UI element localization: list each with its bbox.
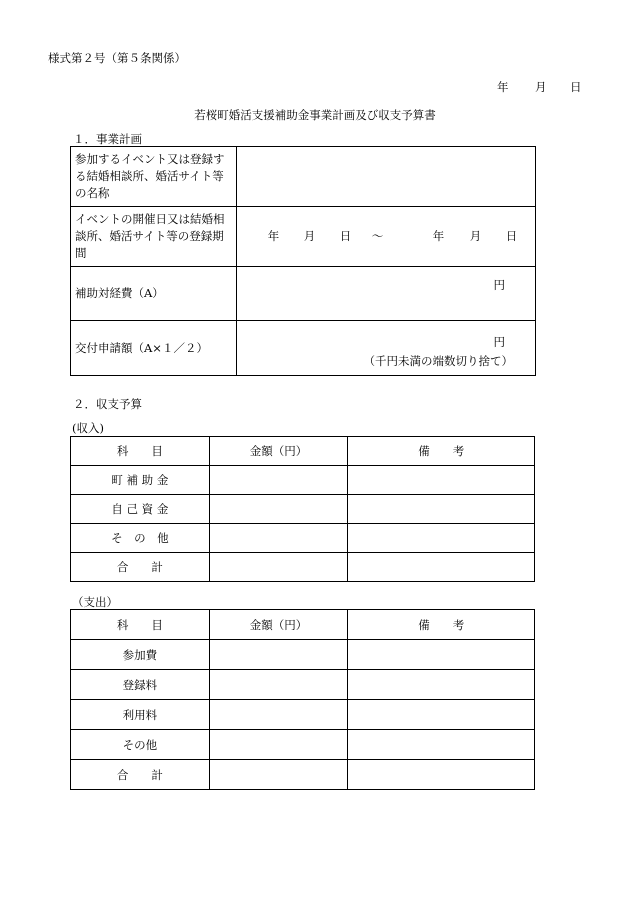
table-row [71,700,535,730]
apply-amount-yen: 円 [493,335,505,349]
event-name-label: 参加するイベント又は登録する結婚相談所、婚活サイト等の名称 [71,147,237,207]
date-year-label: 年 [497,80,509,94]
subsidy-cost-yen: 円 [493,278,505,292]
table-row [71,524,535,553]
business-plan-table [70,146,536,376]
expense-item-other: その他 [71,730,210,760]
income-remarks-cell[interactable] [348,553,535,582]
apply-amount-field[interactable] [236,321,535,376]
income-item-town-subsidy: 町 補 助 金 [71,466,210,495]
apply-amount-label: 交付申請額（A×１／２） [71,321,237,376]
expense-caption: （支出） [72,595,118,609]
expense-table [70,609,535,790]
expense-amount-cell[interactable] [209,640,348,670]
table-row [71,760,535,790]
income-remarks-cell[interactable] [348,495,535,524]
event-date-field[interactable] [236,207,535,267]
income-caption: (収入) [72,421,104,435]
expense-remarks-cell[interactable] [348,670,535,700]
income-remarks-cell[interactable] [348,466,535,495]
table-row [71,495,535,524]
section-business-plan-heading: １．事業計画 [73,132,142,146]
expense-item-usage-fee: 利用料 [71,700,210,730]
income-amount-cell[interactable] [209,553,348,582]
expense-item-participation-fee: 参加費 [71,640,210,670]
expense-remarks-cell[interactable] [348,640,535,670]
expense-header-remarks: 備 考 [348,610,535,640]
form-number: 様式第２号（第５条関係） [48,51,186,65]
income-amount-cell[interactable] [209,524,348,553]
subsidy-cost-label: 補助対経費（A） [71,267,237,321]
table-row [71,730,535,760]
table-row [71,670,535,700]
table-row [71,640,535,670]
document-title: 若桜町婚活支援補助金事業計画及び収支予算書 [194,108,436,122]
period-end-year: 年 [432,228,445,243]
income-table [70,436,535,582]
table-row [71,466,535,495]
income-item-total: 合 計 [71,553,210,582]
income-item-other: そ の 他 [71,524,210,553]
period-end-month: 月 [469,228,482,243]
income-header-remarks: 備 考 [348,437,535,466]
subsidy-cost-field[interactable] [236,267,535,321]
period-start-month: 月 [303,228,316,243]
income-remarks-cell[interactable] [348,524,535,553]
expense-remarks-cell[interactable] [348,730,535,760]
period-start-day: 日 [339,228,352,243]
income-amount-cell[interactable] [209,495,348,524]
rounding-note: （千円未満の端数切り捨て） [363,354,513,368]
income-item-own-funds: 自 己 資 金 [71,495,210,524]
income-header-item: 科 目 [71,437,210,466]
expense-amount-cell[interactable] [209,670,348,700]
expense-remarks-cell[interactable] [348,700,535,730]
event-date-label: イベントの開催日又は結婚相談所、婚活サイト等の登録期間 [71,207,237,267]
expense-item-registration-fee: 登録料 [71,670,210,700]
event-name-field[interactable] [236,147,535,207]
income-amount-cell[interactable] [209,466,348,495]
expense-item-total: 合 計 [71,760,210,790]
expense-header-amount: 金額（円） [209,610,348,640]
period-start-year: 年 [267,228,280,243]
period-end-day: 日 [505,228,518,243]
expense-header-item: 科 目 [71,610,210,640]
period-tilde: ～ [371,228,384,243]
expense-amount-cell[interactable] [209,700,348,730]
expense-amount-cell[interactable] [209,760,348,790]
expense-amount-cell[interactable] [209,730,348,760]
income-header-amount: 金額（円） [209,437,348,466]
section-budget-heading: ２．収支予算 [73,397,142,411]
date-day-label: 日 [570,80,582,94]
date-month-label: 月 [535,80,547,94]
expense-remarks-cell[interactable] [348,760,535,790]
table-row [71,553,535,582]
